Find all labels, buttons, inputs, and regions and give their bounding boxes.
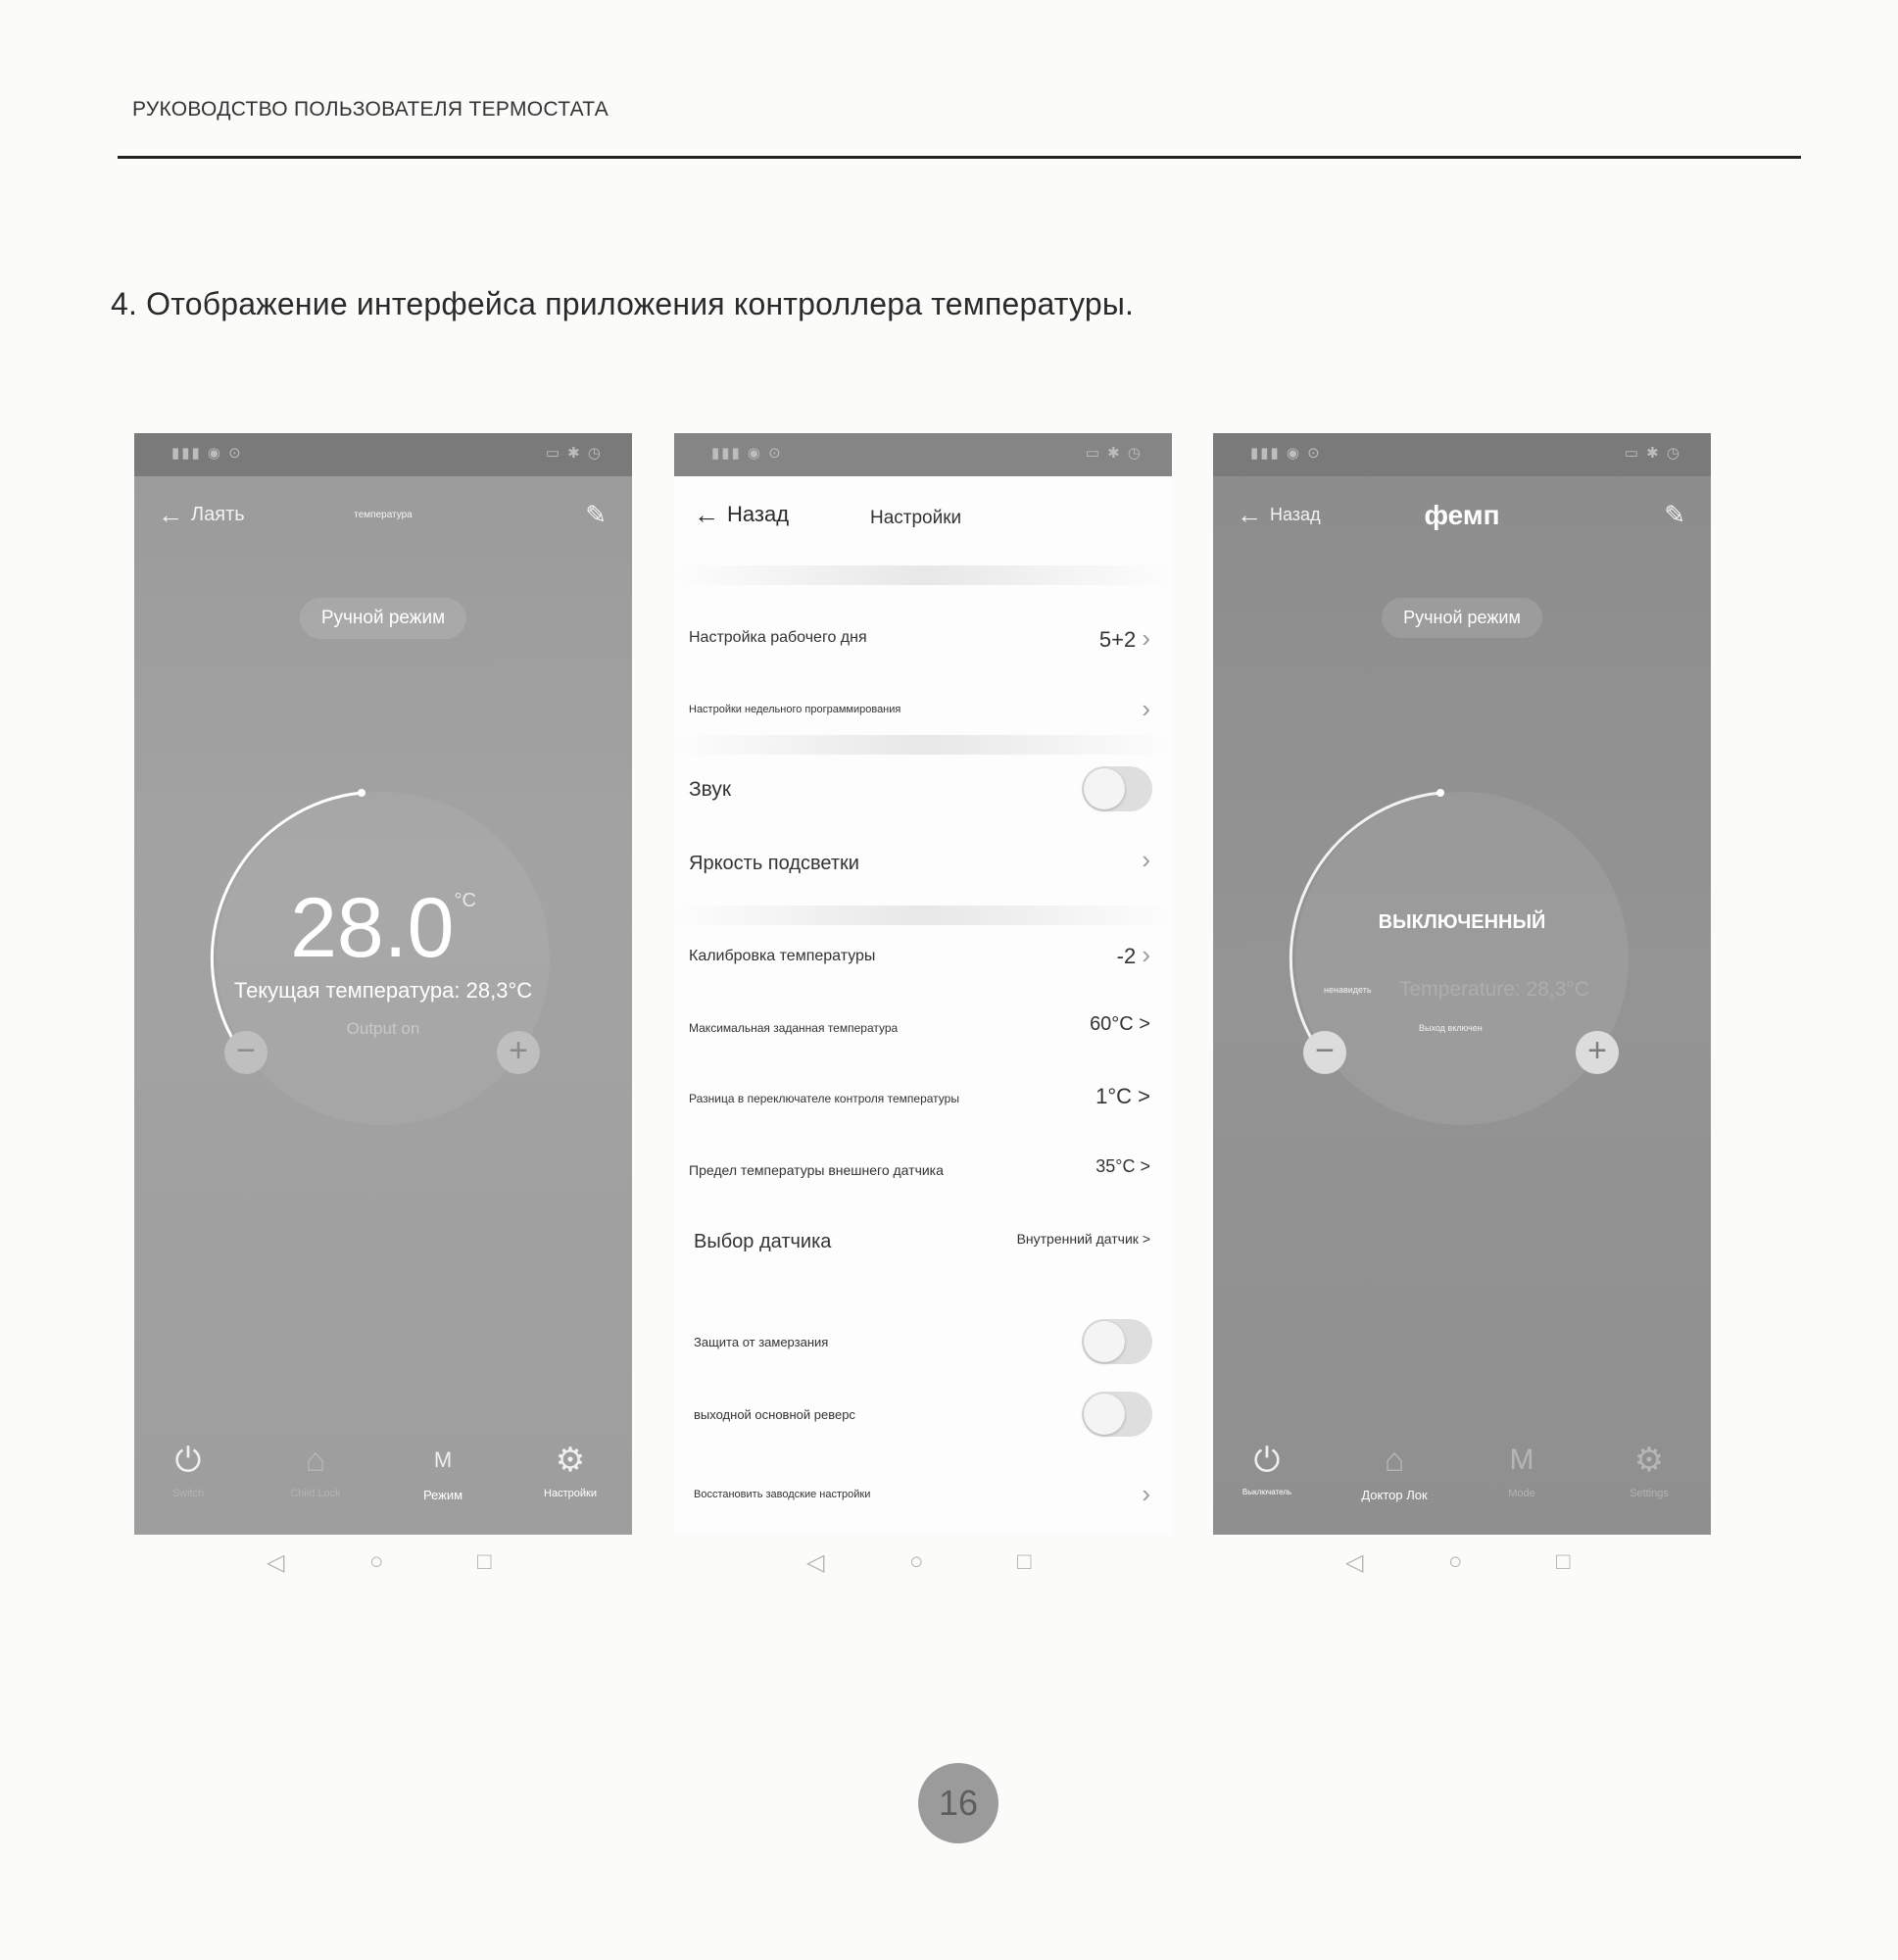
nav-label: Switch: [171, 1488, 205, 1499]
increase-button[interactable]: [497, 1031, 540, 1074]
signal-icons: ▮▮▮ ◉ ⊙: [711, 445, 783, 462]
temperature-unit: °C: [454, 890, 476, 911]
chevron-right-icon: ›: [1142, 623, 1150, 653]
home-circle-icon[interactable]: ○: [369, 1548, 384, 1575]
setting-value: 1°C >: [1095, 1084, 1150, 1108]
nav-settings[interactable]: [516, 1437, 624, 1499]
setting-switch-difference[interactable]: [674, 1080, 1172, 1119]
nav-child-lock[interactable]: [1340, 1437, 1448, 1502]
nav-label: Child Lock: [290, 1488, 341, 1499]
nav-mode[interactable]: [389, 1437, 497, 1502]
chevron-right-icon: ›: [1142, 845, 1150, 874]
power-icon: ⏻: [174, 1442, 202, 1479]
signal-icons: ▮▮▮ ◉ ⊙: [1250, 445, 1322, 462]
minus-icon: −: [236, 1032, 256, 1069]
output-status: Выход включен: [1419, 1023, 1483, 1033]
battery-time-icons: ▭ ✱ ◷: [1624, 445, 1681, 462]
scan-smudge: [674, 906, 1172, 925]
device-state: ВЫКЛЮЧЕННЫЙ: [1378, 911, 1546, 933]
output-status: Output on: [346, 1019, 420, 1038]
back-arrow-icon: ←: [694, 500, 719, 529]
nav-label: Settings: [1630, 1488, 1669, 1499]
nav-label: Настройки: [544, 1488, 597, 1499]
setting-label: Восстановить заводские настройки: [694, 1489, 871, 1500]
setting-value: 35°C >: [1095, 1156, 1150, 1176]
plus-icon: +: [509, 1032, 528, 1069]
nav-child-lock[interactable]: [262, 1437, 369, 1499]
chevron-right-icon: ›: [1142, 1479, 1150, 1508]
setting-label: Выбор датчика: [694, 1231, 832, 1252]
mode-pill[interactable]: Ручной режим: [1382, 598, 1542, 638]
nav-mode[interactable]: [1468, 1437, 1576, 1499]
setting-label: Яркость подсветки: [689, 853, 859, 874]
setting-sensor-select[interactable]: [674, 1221, 1172, 1264]
setting-label: Настройка рабочего дня: [689, 629, 867, 646]
gear-icon: ⚙: [555, 1442, 586, 1479]
setting-label: выходной основной реверс: [694, 1407, 855, 1422]
mode-icon: M: [433, 1447, 453, 1472]
setting-backlight[interactable]: [674, 845, 1172, 884]
setting-label: Разница в переключателе контроля температуры: [689, 1092, 959, 1105]
lock-icon: ⌂: [1384, 1442, 1405, 1479]
setting-value: [1142, 845, 1150, 875]
back-button[interactable]: [694, 502, 789, 527]
chevron-right-icon: ›: [1142, 694, 1150, 723]
page-number: 16: [918, 1763, 998, 1843]
top-bar: [1213, 502, 1711, 545]
frost-protection-toggle[interactable]: [1082, 1319, 1152, 1364]
setting-frost-protection[interactable]: [674, 1319, 1172, 1368]
left-small-label: ненавидеть: [1324, 985, 1372, 995]
mode-icon: M: [1509, 1444, 1534, 1476]
setting-factory-reset[interactable]: [674, 1477, 1172, 1516]
minus-icon: −: [1315, 1032, 1335, 1069]
output-reverse-toggle[interactable]: [1082, 1392, 1152, 1437]
set-temperature-value: 28.0: [290, 881, 455, 975]
system-nav-bar: [1213, 1548, 1711, 1584]
nav-label: Mode: [1508, 1488, 1535, 1499]
setting-label: Предел температуры внешнего датчика: [689, 1162, 944, 1178]
decrease-button[interactable]: [1303, 1031, 1346, 1074]
setting-sound[interactable]: [674, 766, 1172, 815]
setting-value: 5+2 ›: [1098, 623, 1150, 653]
setting-label: Звук: [689, 778, 732, 801]
setting-label: Калибровка температуры: [689, 948, 876, 964]
setting-value: -2 ›: [1116, 940, 1150, 969]
recents-square-icon[interactable]: □: [477, 1548, 492, 1575]
recents-square-icon[interactable]: □: [1017, 1548, 1032, 1575]
status-bar: [1213, 433, 1711, 476]
gear-icon: ⚙: [1633, 1442, 1665, 1479]
setting-label: Настройки недельного программирования: [689, 704, 901, 715]
back-label: Назад: [1270, 504, 1321, 524]
document-header: РУКОВОДСТВО ПОЛЬЗОВАТЕЛЯ ТЕРМОСТАТА: [132, 98, 609, 121]
signal-icons: ▮▮▮ ◉ ⊙: [171, 445, 243, 462]
setting-external-sensor-limit[interactable]: [674, 1151, 1172, 1190]
lock-icon: ⌂: [305, 1442, 326, 1479]
phone-screen-settings: [674, 433, 1172, 1535]
top-bar: [134, 502, 632, 545]
power-icon: ⏻: [1253, 1442, 1281, 1479]
pencil-icon[interactable]: ✎: [1664, 500, 1685, 529]
screen-title: фемп: [1424, 500, 1500, 530]
setting-value: Внутренний датчик >: [1016, 1231, 1150, 1247]
system-nav-bar: [134, 1548, 632, 1584]
setting-workday[interactable]: [674, 619, 1172, 659]
screen-title: температура: [354, 510, 413, 520]
nav-label: Доктор Лок: [1361, 1488, 1428, 1502]
back-arrow-icon: ←: [1237, 500, 1262, 529]
back-triangle-icon[interactable]: ◁: [267, 1549, 285, 1576]
setting-value: 60°C >: [1090, 1013, 1150, 1035]
setting-value: [1142, 1479, 1150, 1509]
back-label: Лаять: [191, 503, 245, 525]
phone-screen-thermostat: [134, 433, 632, 1535]
phone-screen-off: [1213, 433, 1711, 1535]
setting-label: Максимальная заданная температура: [689, 1021, 899, 1035]
current-temperature: Текущая температура: 28,3°C: [233, 978, 533, 1003]
nav-settings[interactable]: [1595, 1437, 1703, 1499]
screen-title: Настройки: [870, 508, 962, 528]
setting-calibration[interactable]: [674, 938, 1172, 977]
top-bar: [674, 502, 1172, 545]
system-nav-bar: [674, 1548, 1172, 1584]
nav-label: Выключатель: [1241, 1488, 1292, 1496]
scan-smudge: [674, 735, 1172, 755]
status-bar: [134, 433, 632, 476]
setting-weekly-programming[interactable]: [674, 692, 1172, 731]
faint-temperature: Temperature: 28,3°C: [1399, 978, 1589, 1001]
battery-time-icons: ▭ ✱ ◷: [1085, 445, 1143, 462]
nav-switch[interactable]: [134, 1437, 242, 1499]
back-label: Назад: [727, 502, 790, 526]
home-circle-icon[interactable]: ○: [909, 1548, 924, 1575]
header-rule: [118, 156, 1801, 159]
back-triangle-icon[interactable]: ◁: [1345, 1549, 1364, 1576]
back-triangle-icon[interactable]: ◁: [806, 1549, 825, 1576]
recents-square-icon[interactable]: □: [1556, 1548, 1571, 1575]
chevron-right-icon: ›: [1142, 940, 1150, 969]
increase-button[interactable]: [1576, 1031, 1619, 1074]
pencil-icon[interactable]: ✎: [585, 500, 607, 529]
setting-label: Защита от замерзания: [694, 1335, 829, 1349]
setting-value: [1142, 694, 1150, 724]
set-temperature: [134, 880, 632, 977]
bottom-nav: [134, 1437, 632, 1525]
status-bar: [674, 433, 1172, 476]
nav-switch[interactable]: [1213, 1437, 1321, 1496]
nav-label: Режим: [422, 1488, 463, 1502]
mode-pill[interactable]: Ручной режим: [300, 598, 466, 639]
section-heading: 4. Отображение интерфейса приложения контроллера температуры.: [111, 286, 1135, 321]
home-circle-icon[interactable]: ○: [1448, 1548, 1463, 1575]
temperature-dial[interactable]: [1259, 756, 1665, 1161]
back-arrow-icon: ←: [158, 500, 183, 529]
decrease-button[interactable]: [224, 1031, 268, 1074]
battery-time-icons: ▭ ✱ ◷: [545, 445, 603, 462]
scan-smudge: [674, 565, 1172, 585]
bottom-nav: [1213, 1437, 1711, 1525]
plus-icon: +: [1587, 1032, 1607, 1069]
sound-toggle[interactable]: [1082, 766, 1152, 811]
setting-output-reverse[interactable]: [674, 1392, 1172, 1441]
setting-max-temp[interactable]: [674, 1009, 1172, 1049]
